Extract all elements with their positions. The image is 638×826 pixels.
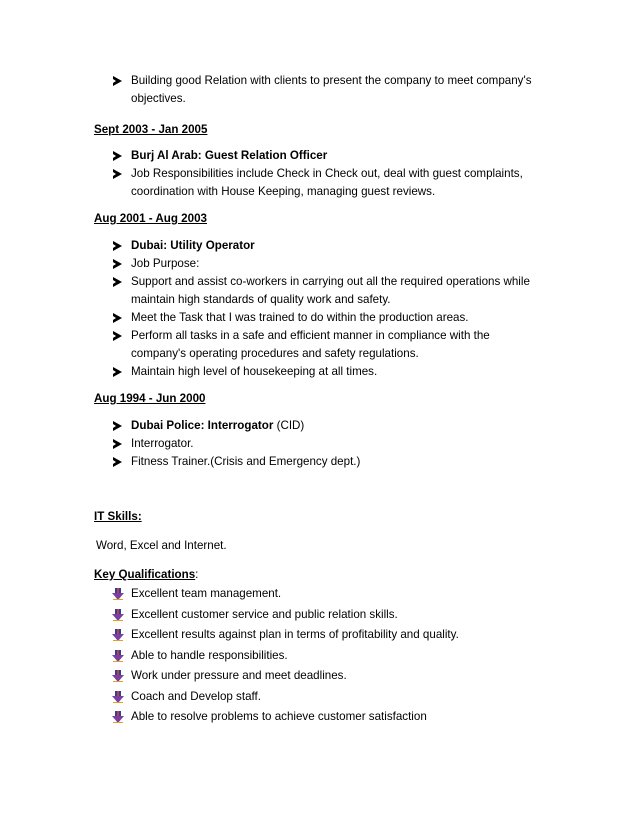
- arrow-bullet-icon: [113, 331, 122, 341]
- qualifications-list: [0, 585, 638, 729]
- bullet-text: Interrogator.: [131, 437, 194, 450]
- list-item: [0, 435, 638, 453]
- list-item: Excellent team management.: [0, 585, 638, 606]
- it-skills-text: Word, Excel and Internet.: [96, 539, 227, 552]
- job-title-suffix: (CID): [273, 419, 305, 432]
- job-section: [0, 417, 638, 471]
- bullet-text: Building good Relation with clients to present the company to meet company's objectives.: [131, 74, 532, 105]
- arrow-bullet-icon: [113, 421, 122, 431]
- arrow-bullet-icon: [113, 241, 122, 251]
- list-item: [0, 273, 638, 309]
- bullet-text: Maintain high level of housekeeping at all times.: [131, 365, 378, 378]
- arrow-down-icon: [112, 691, 124, 703]
- list-item: [0, 453, 638, 471]
- job-period-heading: Aug 1994 - Jun 2000: [94, 392, 206, 405]
- job-section: [0, 147, 638, 201]
- list-item: [0, 72, 638, 108]
- list-item: Excellent customer service and public relation skills.: [0, 606, 638, 627]
- list-item: Excellent results against plan in terms of profitability and quality.: [0, 626, 638, 647]
- bullet-text: Job Purpose:: [131, 257, 200, 270]
- arrow-down-icon: [112, 588, 124, 600]
- bullet-text: Job Responsibilities include Check in Check out, deal with guest complaints, coordination with House Keeping, managing guest reviews.: [131, 167, 523, 198]
- arrow-down-icon: [112, 711, 124, 723]
- job-period-heading: Sept 2003 - Jan 2005: [94, 123, 208, 136]
- job-section: [0, 237, 638, 381]
- arrow-bullet-icon: [113, 169, 122, 179]
- job-title: Dubai Police: Interrogator: [131, 419, 274, 432]
- arrow-bullet-icon: [113, 367, 122, 377]
- job-period-heading: Aug 2001 - Aug 2003: [94, 212, 207, 225]
- arrow-bullet-icon: [113, 439, 122, 449]
- list-item: Coach and Develop staff.: [0, 688, 638, 709]
- arrow-down-icon: [112, 609, 124, 621]
- bullet-text: Meet the Task that I was trained to do within the production areas.: [131, 311, 469, 324]
- bullet-text: Perform all tasks in a safe and efficient manner in compliance with the company's operating procedures and safety regulations.: [131, 329, 490, 360]
- list-item: [0, 147, 638, 165]
- list-item: [0, 165, 638, 201]
- list-item: [0, 237, 638, 255]
- arrow-down-icon: [112, 650, 124, 662]
- list-item: Work under pressure and meet deadlines.: [0, 667, 638, 688]
- arrow-bullet-icon: [113, 76, 122, 86]
- bullet-text: Fitness Trainer.(Crisis and Emergency dept.): [131, 455, 361, 468]
- list-item: Able to handle responsibilities.: [0, 647, 638, 668]
- arrow-bullet-icon: [113, 277, 122, 287]
- list-item: [0, 309, 638, 327]
- list-item: [0, 363, 638, 381]
- intro-section: [0, 72, 638, 108]
- arrow-down-icon: [112, 670, 124, 682]
- arrow-bullet-icon: [113, 457, 122, 467]
- job-title: Burj Al Arab: Guest Relation Officer: [131, 149, 328, 162]
- list-item: Able to resolve problems to achieve customer satisfaction: [0, 708, 638, 729]
- key-qualifications-heading: Key Qualifications:: [94, 568, 199, 581]
- list-item: [0, 255, 638, 273]
- arrow-bullet-icon: [113, 259, 122, 269]
- arrow-bullet-icon: [113, 313, 122, 323]
- arrow-down-icon: [112, 629, 124, 641]
- bullet-text: Support and assist co-workers in carrying out all the required operations while maintain high standards of quality work and safety.: [131, 275, 530, 306]
- it-skills-heading: IT Skills:: [94, 510, 142, 523]
- arrow-bullet-icon: [113, 151, 122, 161]
- job-title: Dubai: Utility Operator: [131, 239, 255, 252]
- list-item: [0, 417, 638, 435]
- list-item: [0, 327, 638, 363]
